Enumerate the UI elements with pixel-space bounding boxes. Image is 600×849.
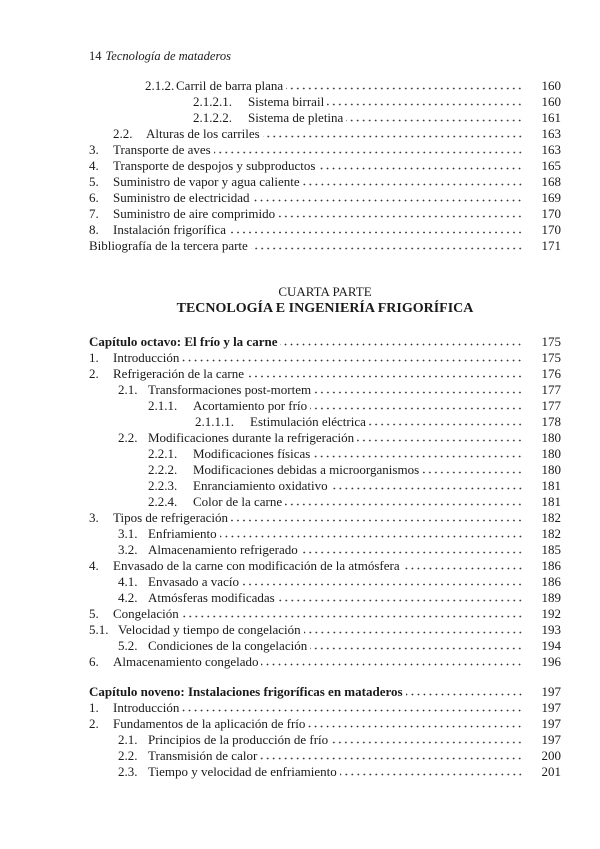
book-title: Tecnología de mataderos [105,49,231,63]
toc-entry [89,732,561,748]
toc-section-continued [89,78,561,254]
toc-chapter-heading [89,684,561,700]
toc-entry-number: 2.2.1. [148,446,178,461]
part-heading [89,284,561,318]
dot-leader [261,663,523,666]
toc-entry-title: Fundamentos de la aplicación de frío [113,716,306,731]
toc-entry [89,366,561,382]
dot-leader [357,439,523,442]
toc-entry-number: 4. [89,158,99,173]
toc-entry [89,764,561,780]
toc-entry-page: 165 [541,158,561,173]
toc-entry [89,654,561,670]
toc-entry-number: 2.1. [118,382,138,397]
toc-entry-page: 189 [541,590,561,605]
part-label: CUARTA PARTE [278,284,372,299]
toc-entry-page: 185 [541,542,561,557]
toc-entry [89,142,561,158]
toc-entry-title: Carril de barra plana [176,78,284,93]
dot-leader [286,87,523,90]
dot-leader [278,215,523,218]
toc-entry-page: 175 [541,350,561,365]
dot-leader [252,199,523,202]
toc-entry-page: 197 [541,716,561,731]
dot-leader [214,151,523,154]
toc-entry-title: Transporte de aves [113,142,211,157]
toc-entry-page: 181 [541,478,561,493]
toc-entry-page: 160 [541,94,561,109]
toc-entry-page: 180 [541,446,561,461]
toc-entry-title: Suministro de aire comprimido [113,206,276,221]
toc-entry [89,478,561,494]
toc-entry [89,398,561,414]
toc-entry-number: 2.1.2. [145,78,175,93]
toc-entry-number: 2.1. [118,732,138,747]
toc-entry-number: 2.2.2. [148,462,178,477]
dot-leader [182,615,523,618]
toc-entry-title: Transporte de despojos y subproductos [113,158,316,173]
dot-leader [280,343,523,346]
toc-entry-title: Introducción [113,700,180,715]
toc-entry [89,110,561,126]
toc-entry-title: Enfriamiento [148,526,217,541]
toc-entry-title: Instalación frigorífica [113,222,226,237]
toc-entry [89,700,561,716]
toc-entry [89,590,561,606]
toc-entry-number: 8. [89,222,99,237]
toc-entry [89,238,561,254]
toc-entry [89,78,561,94]
dot-leader [182,359,523,362]
toc-entry-number: 2.2. [118,430,138,445]
toc-entry-number: 3. [89,510,99,525]
dot-leader [260,757,523,760]
dot-leader [278,599,523,602]
toc-entry [89,574,561,590]
running-head [89,49,231,64]
toc-entry [89,382,561,398]
dot-leader [220,535,523,538]
toc-entry [89,446,561,462]
toc-entry-title: Refrigeración de la carne [113,366,245,381]
toc-entry [89,206,561,222]
toc-entry-page: 171 [541,238,561,253]
toc-entry-title: Velocidad y tiempo de congelación [118,622,301,637]
dot-leader [422,471,523,474]
toc-entry-page: 201 [541,764,561,779]
toc-entry [89,526,561,542]
toc-entry [89,94,561,110]
toc-entry-title: Transformaciones post-mortem [148,382,312,397]
dot-leader [403,567,523,570]
dot-leader [310,647,523,650]
dot-leader [182,709,523,712]
toc-entry-title: Suministro de vapor y agua caliente [113,174,300,189]
toc-entry-number: 2.2.4. [148,494,178,509]
toc-entry-title: Capítulo noveno: Instalaciones frigoríficas en mataderos [89,684,403,699]
toc-entry [89,606,561,622]
part-title: TECNOLOGÍA E INGENIERÍA FRIGORÍFICA [176,301,474,316]
toc-chapter-9 [89,684,561,780]
dot-leader [263,135,523,138]
toc-entry-page: 186 [541,574,561,589]
toc-entry [89,510,561,526]
toc-entry [89,638,561,654]
toc-entry-page: 161 [541,110,561,125]
toc-entry-page: 178 [541,414,561,429]
toc-entry-page: 192 [541,606,561,621]
toc-entry [89,542,561,558]
toc-entry-number: 2.1.1. [148,398,178,413]
toc-entry-page: 177 [541,398,561,413]
dot-leader [285,503,523,506]
toc-entry-title: Suministro de electricidad [113,190,250,205]
toc-entry-page: 197 [541,732,561,747]
dot-leader [303,183,523,186]
toc-entry-page: 170 [541,222,561,237]
dot-leader [247,375,523,378]
toc-entry [89,622,561,638]
toc-entry-page: 163 [541,126,561,141]
toc-entry-number: 5.1. [89,622,109,637]
toc-entry [89,190,561,206]
dot-leader [340,773,523,776]
toc-entry-page: 194 [541,638,561,653]
toc-entry-number: 3.2. [118,542,138,557]
toc-entry-number: 6. [89,654,99,669]
toc-entry-number: 2.2. [118,748,138,763]
toc-entry-title: Tiempo y velocidad de enfriamiento [148,764,337,779]
toc-entry-title: Introducción [113,350,180,365]
dot-leader [301,551,523,554]
toc-entry-title: Condiciones de la congelación [148,638,308,653]
toc-entry-page: 197 [541,684,561,699]
toc-entry-page: 180 [541,430,561,445]
toc-entry-number: 2.2. [113,126,133,141]
toc-entry-title: Estimulación eléctrica [250,414,366,429]
dot-leader [346,119,523,122]
toc-entry [89,462,561,478]
toc-entry-number: 2.3. [118,764,138,779]
toc-entry-page: 163 [541,142,561,157]
toc-entry-number: 5.2. [118,638,138,653]
toc-entry-page: 160 [541,78,561,93]
toc-entry-page: 176 [541,366,561,381]
dot-leader [331,487,523,490]
dot-leader [242,583,523,586]
toc-entry [89,414,561,430]
toc-entry-page: 193 [541,622,561,637]
toc-entry [89,350,561,366]
toc-entry-page: 181 [541,494,561,509]
toc-entry-title: Color de la carne [193,494,283,509]
toc-entry-title: Modificaciones debidas a microorganismos [193,462,420,477]
toc-entry-number: 2. [89,366,99,381]
toc-entry [89,174,561,190]
toc-entry-title: Envasado a vacío [148,574,239,589]
toc-entry-page: 197 [541,700,561,715]
toc-entry-title: Transmisión de calor [148,748,258,763]
toc-entry-title: Capítulo octavo: El frío y la carne [89,334,278,349]
toc-entry-number: 2.1.1.1. [195,414,234,429]
toc-entry-title: Enranciamiento oxidativo [193,478,328,493]
toc-entry [89,126,561,142]
toc-entry-number: 2.1.2.2. [193,110,232,125]
dot-leader [369,423,523,426]
dot-leader [251,247,523,250]
dot-leader [313,455,523,458]
toc-entry-page: 169 [541,190,561,205]
toc-entry [89,748,561,764]
toc-chapter-8 [89,334,561,670]
toc-entry-number: 7. [89,206,99,221]
toc-entry-number: 4. [89,558,99,573]
dot-leader [327,103,523,106]
toc-entry-page: 200 [541,748,561,763]
toc-entry-title: Acortamiento por frío [193,398,308,413]
toc-entry-title: Principios de la producción de frío [148,732,329,747]
dot-leader [229,231,523,234]
toc-entry-number: 5. [89,174,99,189]
toc-entry [89,158,561,174]
toc-entry-title: Envasado de la carne con modificación de la atmósfera [113,558,400,573]
toc-entry-page: 180 [541,462,561,477]
toc-entry-number: 2.1.2.1. [193,94,232,109]
toc-entry-number: 4.1. [118,574,138,589]
toc-entry-title: Sistema de pletina [248,110,344,125]
toc-entry-title: Congelación [113,606,179,621]
toc-entry-title: Almacenamiento refrigerado [148,542,298,557]
toc-entry-page: 182 [541,526,561,541]
dot-leader [314,391,523,394]
page-number: 14 [89,49,102,63]
toc-entry-title: Sistema birrail [248,94,325,109]
toc-entry-page: 182 [541,510,561,525]
dot-leader [308,725,523,728]
toc-entry-page: 168 [541,174,561,189]
dot-leader [231,519,523,522]
toc-entry-number: 6. [89,190,99,205]
toc-entry-number: 4.2. [118,590,138,605]
dot-leader [318,167,523,170]
toc-entry-title: Almacenamiento congelado [113,654,259,669]
dot-leader [304,631,523,634]
toc-entry [89,430,561,446]
toc-entry [89,716,561,732]
toc-entry [89,222,561,238]
toc-entry-page: 196 [541,654,561,669]
toc-entry [89,494,561,510]
toc-chapter-heading [89,334,561,350]
toc-entry-page: 170 [541,206,561,221]
toc-entry-number: 3. [89,142,99,157]
toc-entry-page: 186 [541,558,561,573]
toc-entry-number: 3.1. [118,526,138,541]
toc-entry-title: Tipos de refrigeración [113,510,229,525]
toc-entry-title: Modificaciones durante la refrigeración [148,430,355,445]
dot-leader [406,693,523,696]
toc-entry-number: 2.2.3. [148,478,178,493]
toc-entry-page: 175 [541,334,561,349]
dot-leader [331,741,523,744]
toc-entry-title: Modificaciones físicas [193,446,311,461]
toc-entry-number: 1. [89,700,99,715]
toc-entry-number: 1. [89,350,99,365]
toc-entry-number: 5. [89,606,99,621]
toc-entry [89,558,561,574]
toc-entry-title: Bibliografía de la tercera parte [89,238,248,253]
toc-entry-title: Atmósferas modificadas [148,590,275,605]
dot-leader [310,407,523,410]
toc-entry-number: 2. [89,716,99,731]
toc-entry-title: Alturas de los carriles [146,126,260,141]
toc-entry-page: 177 [541,382,561,397]
